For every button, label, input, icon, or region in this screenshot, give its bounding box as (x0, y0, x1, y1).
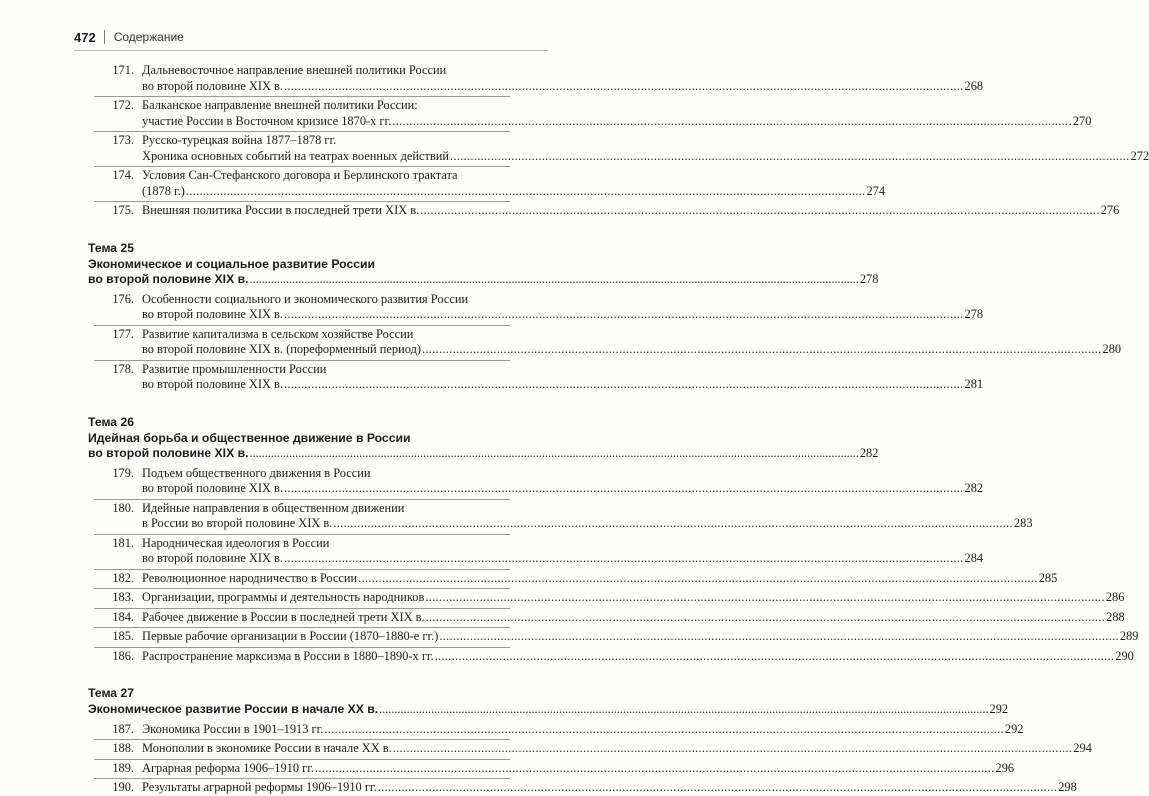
toc-entry-last-line (142, 721, 1024, 738)
toc-entry-number: 183. (112, 590, 134, 604)
toc-entry (94, 780, 1077, 796)
toc-entry-title: во второй половине XIX в. (88, 272, 249, 286)
toc-entry-number: 190. (112, 780, 134, 794)
toc-entry-title: во второй половине XIX в. (142, 481, 283, 495)
toc-entry-title: Хроника основных событий на театрах военных действий (142, 148, 450, 163)
dot-leader: ........................................................................................................................................................................................................ (439, 629, 1119, 643)
toc-entry-number: 174. (112, 168, 134, 182)
toc-page-number: 278 (859, 272, 879, 286)
dot-leader: ........................................................................................................................................................................................................ (425, 590, 1105, 604)
theme-heading (88, 702, 1009, 718)
toc-entry (94, 361, 984, 393)
toc-entry (94, 291, 984, 323)
theme-heading (88, 430, 879, 462)
toc-entry (94, 203, 1120, 219)
toc-page-number: 282 (859, 446, 879, 460)
toc-entry-last-line (142, 148, 1149, 165)
entry-divider (94, 201, 510, 202)
running-header (74, 24, 548, 51)
toc-page-number: 285 (1038, 570, 1058, 585)
toc-entry (94, 629, 1139, 645)
toc-entry-title: во второй половине XIX в. (142, 551, 283, 565)
toc-page-number: 281 (964, 377, 984, 391)
toc-page-number: 288 (1106, 609, 1125, 624)
toc-entry (94, 63, 984, 94)
toc-entry-last-line (142, 780, 1077, 796)
toc-entry-number: 180. (112, 500, 134, 515)
toc-entry-number: 171. (112, 63, 134, 77)
toc-entry-last-line (142, 481, 984, 497)
toc-entry-title: Аграрная реформа 1906–1910 гг. (142, 760, 314, 775)
toc-page-number: 270 (1072, 113, 1092, 128)
dot-leader: ........................................................................................................................................................................................................ (284, 377, 964, 391)
toc-entry-last-line (142, 342, 1122, 358)
toc-entry-title: Народническая идеология в России (142, 535, 330, 550)
toc-entry-title: Рабочее движение в России в последней трети XIX в. (142, 609, 425, 624)
toc-entry (94, 500, 1033, 532)
toc-page-number: 292 (989, 702, 1009, 716)
toc-entry-title: Результаты аграрной реформы 1906–1910 гг. (142, 780, 377, 794)
toc-page-number: 274 (866, 183, 886, 198)
toc-page-number: 278 (964, 307, 984, 321)
toc-entry-title: Экономическое развитие России в начале XX в. (88, 702, 379, 716)
toc-entry-last-line (88, 446, 879, 462)
toc-entry-last-line (142, 551, 984, 567)
toc-entry-title: Революционное народничество в России (142, 570, 358, 585)
entry-divider (94, 96, 510, 97)
dot-leader: ........................................................................................................................................................................................................ (284, 307, 964, 321)
toc-entry-last-line (142, 377, 984, 393)
toc-page-number: 298 (1058, 780, 1077, 794)
toc-entry-last-line (142, 648, 1134, 665)
dot-leader: ........................................................................................................................................................................................................ (333, 516, 1013, 530)
dot-leader: ........................................................................................................................................................................................................ (284, 551, 964, 565)
dot-leader: ........................................................................................................................................................................................................ (379, 702, 989, 716)
toc-entry-last-line (142, 629, 1139, 645)
toc-entry-title: Идейные направления в общественном движении (142, 500, 405, 515)
toc-entry (94, 648, 1134, 665)
toc-entry-title: Развитие капитализма в сельском хозяйстве России (142, 326, 414, 341)
toc-entry-title: Распространение марксизма в России в 1880–1890-х гг. (142, 648, 434, 663)
dot-leader: ........................................................................................................................................................................................................ (284, 78, 964, 93)
toc-entry-number: 175. (112, 203, 134, 217)
toc-entry-title: Особенности социального и экономического развития России (142, 291, 469, 306)
toc-entry-number: 186. (112, 648, 134, 663)
theme-label: Тема 27 (88, 686, 135, 700)
toc-entry-number: 185. (112, 629, 134, 643)
dot-leader: ........................................................................................................................................................................................................ (420, 203, 1100, 217)
toc-entry (94, 721, 1024, 738)
dot-leader: ........................................................................................................................................................................................................ (450, 148, 1130, 163)
toc-entry-number: 184. (112, 609, 134, 624)
toc-entry-number: 187. (112, 721, 134, 736)
dot-leader: ........................................................................................................................................................................................................ (324, 721, 1004, 736)
theme-label: Тема 26 (88, 414, 135, 429)
dot-leader: ........................................................................................................................................................................................................ (358, 570, 1038, 585)
toc-entry-last-line (142, 760, 1015, 777)
toc-entry-number: 176. (112, 291, 134, 306)
toc-entry-number: 173. (112, 133, 134, 147)
toc-entry-number: 189. (112, 760, 134, 775)
toc-entry-title: во второй половине XIX в. (142, 307, 283, 321)
dot-leader: ........................................................................................................................................................................................................ (377, 780, 1058, 794)
toc-page-number: 276 (1100, 203, 1120, 217)
toc-entry-last-line (142, 516, 1033, 532)
theme-title: Экономическое и социальное развитие России (88, 256, 375, 271)
entry-divider (94, 499, 510, 500)
dot-leader: ........................................................................................................................................................................................................ (185, 183, 866, 198)
toc-entry-title: Дальневосточное направление внешней политики России (142, 63, 447, 77)
toc-entry-number: 182. (112, 570, 134, 585)
toc-entry-number: 178. (112, 361, 134, 376)
toc-entry (94, 465, 984, 497)
dot-leader: ........................................................................................................................................................................................................ (422, 342, 1102, 356)
toc-entry-number: 179. (112, 465, 134, 480)
theme-label: Тема 25 (88, 240, 135, 255)
toc-entry-title: во второй половине XIX в. (88, 446, 249, 460)
toc-entry (94, 609, 1125, 626)
entry-divider (94, 627, 510, 628)
toc-entry-title: Экономика России в 1901–1913 гг. (142, 721, 324, 736)
entry-divider (94, 739, 510, 740)
toc-entry-last-line (142, 203, 1120, 219)
entry-divider (94, 534, 510, 535)
toc-entry-title: Внешняя политика России в последней трети XIX в. (142, 203, 420, 217)
toc-page-number: 286 (1105, 590, 1125, 604)
toc-entry (94, 590, 1125, 606)
toc-page-number: 283 (1013, 516, 1033, 530)
toc-entry-number: 188. (112, 741, 134, 755)
toc-page-number: 294 (1073, 741, 1092, 755)
toc-page-number: 296 (995, 760, 1015, 775)
toc-entry (94, 570, 1058, 587)
toc-entry-title: в России во второй половине XIX в. (142, 516, 333, 530)
toc-entry (94, 741, 1092, 757)
dot-leader: ........................................................................................................................................................................................................ (392, 113, 1072, 128)
entry-divider (94, 569, 510, 570)
toc-entry-number: 177. (112, 326, 134, 341)
toc-entry-last-line (142, 113, 1092, 130)
dot-leader: ........................................................................................................................................................................................................ (425, 609, 1106, 624)
toc-entry-last-line (142, 307, 984, 323)
toc-entry-last-line (88, 702, 1009, 718)
dot-leader: ........................................................................................................................................................................................................ (284, 481, 964, 495)
toc-entry-title: во второй половине XIX в. (142, 377, 283, 391)
toc-entry-title: во второй половине XIX в. (142, 78, 283, 93)
toc-page-number: 272 (1130, 148, 1149, 163)
toc-entry (94, 133, 1149, 164)
toc-entry-last-line (142, 590, 1125, 606)
entry-divider (94, 647, 510, 648)
toc-entry-title: (1878 г.) (142, 183, 185, 198)
toc-page-number: 280 (1102, 342, 1122, 356)
toc-entry-number: 181. (112, 535, 134, 550)
toc-entry-title: Первые рабочие организации в России (1870–1880-е гг.) (142, 629, 439, 643)
running-title: Содержание (113, 30, 184, 44)
page-number: 472 (74, 29, 96, 45)
entry-divider (94, 166, 510, 167)
toc-entry-title: Русско-турецкая война 1877–1878 гг. (142, 133, 337, 147)
toc-entry-last-line (88, 272, 879, 288)
dot-leader: ........................................................................................................................................................................................................ (249, 272, 859, 286)
toc-page-number: 292 (1004, 721, 1024, 736)
toc-entry-last-line (142, 183, 886, 200)
toc-entry (94, 535, 984, 567)
toc-page-number: 268 (964, 78, 984, 93)
toc-entry (94, 326, 1122, 358)
entry-divider (94, 778, 510, 779)
toc-entry-number: 172. (112, 98, 134, 112)
toc-page-number: 290 (1115, 648, 1134, 663)
toc-entry-last-line (142, 570, 1058, 587)
toc-entry-title: Подъем общественного движения в России (142, 465, 371, 480)
toc-entry-title: Развитие промышленности России (142, 361, 327, 376)
dot-leader: ........................................................................................................................................................................................................ (315, 760, 995, 775)
entry-divider (94, 759, 510, 760)
theme-title: Идейная борьба и общественное движение в России (88, 430, 411, 445)
toc-entry-last-line (142, 78, 984, 95)
toc-entry (94, 760, 1015, 777)
toc-entry-last-line (142, 741, 1092, 757)
toc-entry (94, 168, 886, 199)
toc-page-number: 289 (1119, 629, 1139, 643)
entry-divider (94, 131, 510, 132)
toc-entry-last-line (142, 609, 1125, 626)
entry-divider (94, 325, 510, 326)
entry-divider (94, 588, 510, 589)
toc-entry-title: Монополии в экономике России в начале XX в. (142, 741, 392, 755)
entry-divider (94, 360, 510, 361)
entry-divider (94, 608, 510, 609)
theme-heading (88, 256, 879, 288)
toc-entry-title: Условия Сан-Стефанского договора и Берлинского трактата (142, 168, 458, 182)
toc-page-number: 284 (964, 551, 984, 565)
toc-entry-title: во второй половине XIX в. (пореформенный период) (142, 342, 421, 356)
toc-page-number: 282 (964, 481, 984, 495)
dot-leader: ........................................................................................................................................................................................................ (392, 741, 1073, 755)
header-separator (104, 30, 105, 44)
toc-entry (94, 98, 1092, 129)
toc-entry-title: Балканское направление внешней политики России: (142, 98, 418, 112)
dot-leader: ........................................................................................................................................................................................................ (249, 446, 859, 460)
dot-leader: ........................................................................................................................................................................................................ (434, 648, 1115, 663)
toc-entry-title: участие России в Восточном кризисе 1870-х гг. (142, 113, 392, 128)
toc-entry-title: Организации, программы и деятельность народников (142, 590, 425, 604)
